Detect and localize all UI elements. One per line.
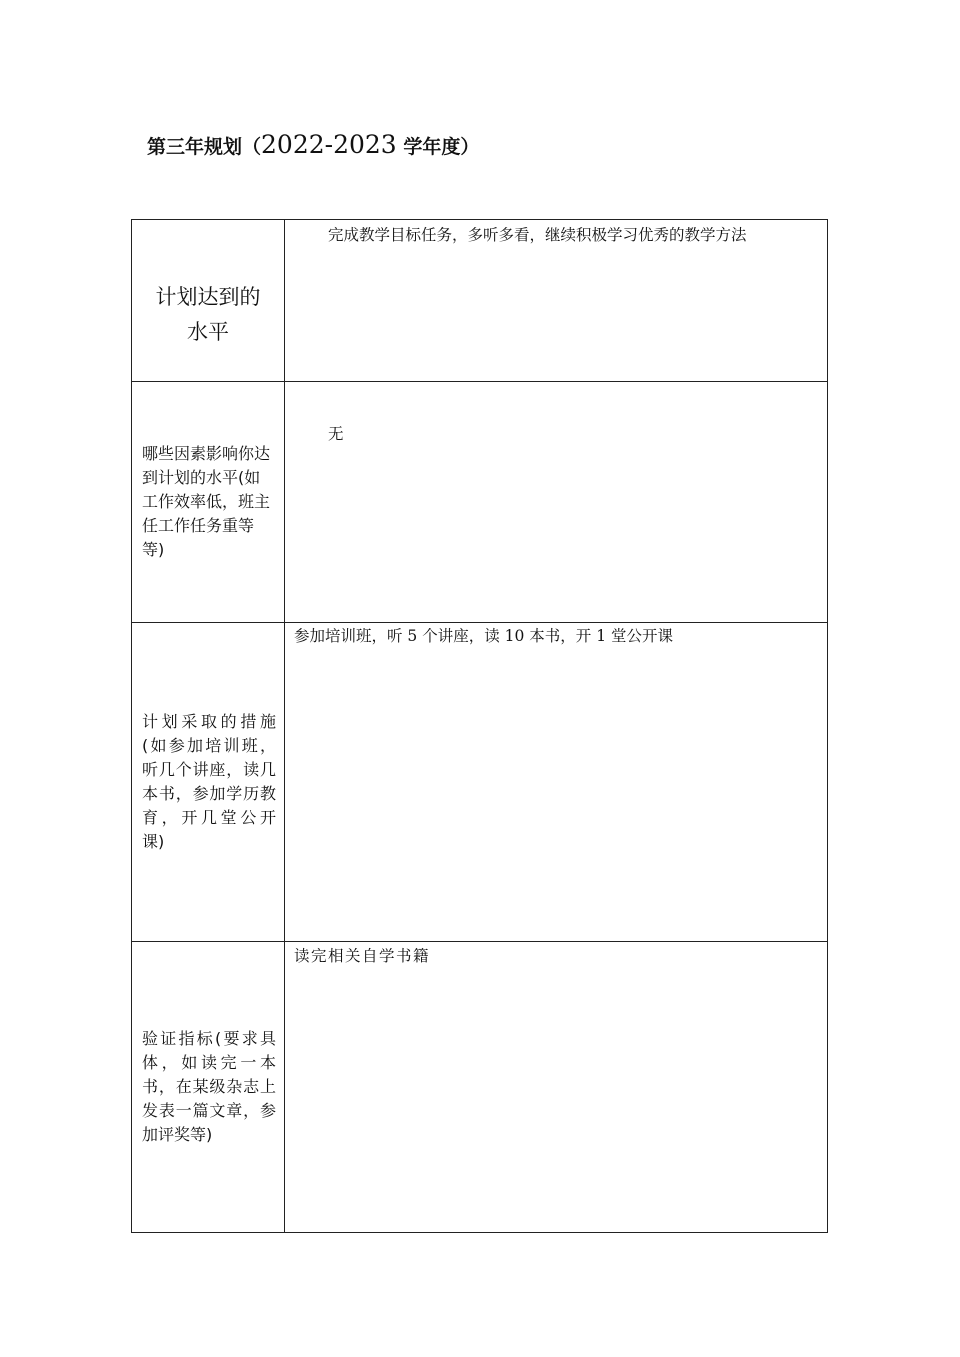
table-row [132,623,828,941]
table-row [132,382,828,623]
plan-table [131,219,828,1233]
row-label: 验证指标(要求具体，如读完一本书，在某级杂志上发表一篇文章，参加评奖等) [142,1028,276,1144]
row-label: 计划达到的水平 [155,284,261,344]
row-content: 无 [328,425,344,444]
row-label-cell [132,623,285,941]
row-content: 读完相关自学书籍 [294,946,431,965]
row-content-cell [285,941,828,1232]
row-content: 完成教学目标任务，多听多看，继续积极学习优秀的教学方法 [328,226,747,244]
row-label: 计划采取的措施(如参加培训班，听几个讲座，读几本书，参加学历教育，开几堂公开课) [142,712,276,852]
title-suffix: 学年度） [396,136,480,158]
page-title [147,130,479,162]
row-label-cell [132,382,285,623]
title-prefix: 第三年规划（ [147,136,262,158]
table-row [132,941,828,1232]
row-content: 参加培训班，听 5 个讲座，读 10 本书，开 1 堂公开课 [294,627,674,646]
title-year-range: 2022-2023 [261,130,397,159]
row-label: 哪些因素影响你达到计划的水平(如工作效率低，班主任工作任务重等等) [142,444,271,560]
row-label-cell [132,941,285,1232]
table-row [132,220,828,382]
row-content-cell [285,220,828,382]
row-content-cell [285,382,828,623]
row-label-cell [132,220,285,382]
row-content-cell [285,623,828,941]
